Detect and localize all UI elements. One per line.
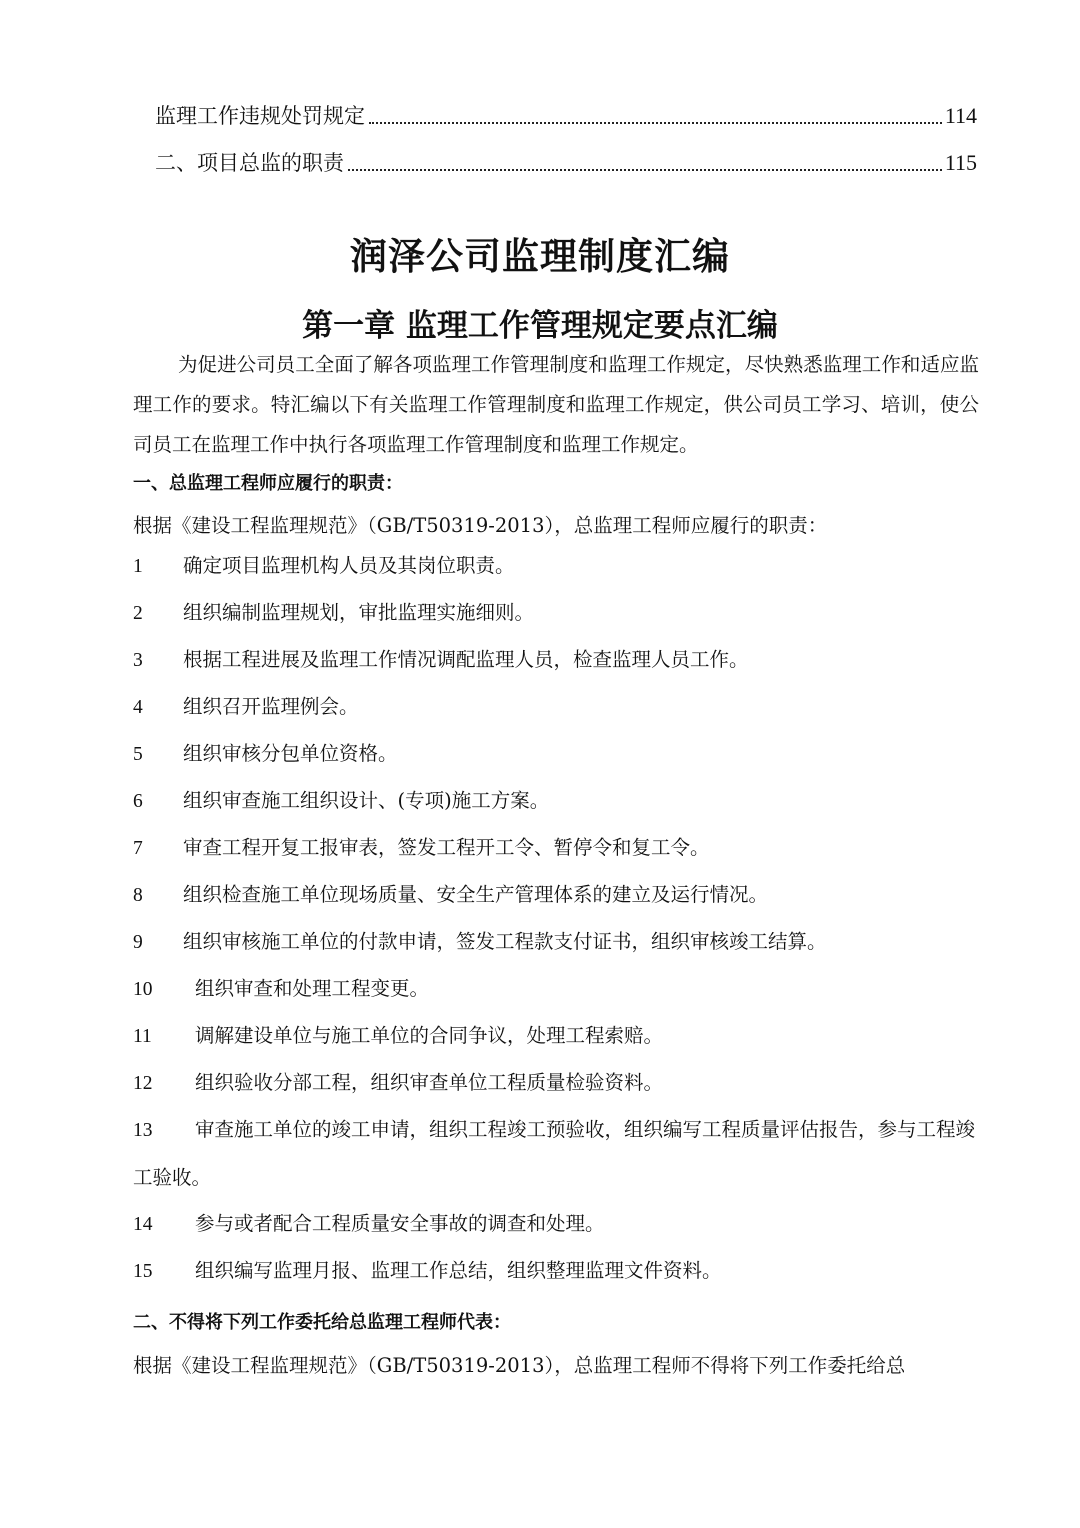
item-number: 8 <box>133 885 143 906</box>
chapter-title: 第一章 监理工作管理规定要点汇编 <box>302 308 778 344</box>
list-item <box>133 1059 979 1107</box>
item-text: 组织编制监理规划，审批监理实施细则。 <box>183 601 535 624</box>
list-item <box>133 918 979 966</box>
item-number: 2 <box>133 603 143 624</box>
toc-entry-page: 114 <box>944 103 977 128</box>
item-number: 7 <box>133 838 143 859</box>
toc-entry-1[interactable] <box>155 101 977 131</box>
item-number: 4 <box>133 697 143 718</box>
item-text: 参与或者配合工程质量安全事故的调查和处理。 <box>195 1212 605 1235</box>
list-item <box>133 730 979 778</box>
item-text: 组织审查施工组织设计、(专项)施工方案。 <box>183 789 550 812</box>
item-number: 15 <box>133 1261 153 1282</box>
list-item <box>133 1106 979 1201</box>
item-number: 9 <box>133 932 143 953</box>
list-item <box>133 1200 979 1248</box>
toc-entry-2[interactable] <box>155 148 977 178</box>
item-number: 11 <box>133 1026 152 1047</box>
list-item <box>133 1247 979 1295</box>
section-lead-1: 根据《建设工程监理规范》（GB/T50319-2013），总监理工程师应履行的职责： <box>133 514 828 537</box>
item-number: 5 <box>133 744 143 765</box>
item-number: 1 <box>133 556 143 577</box>
toc-leader-dots <box>348 168 942 171</box>
document-title: 润泽公司监理制度汇编 <box>350 235 730 278</box>
list-item <box>133 636 979 684</box>
intro-paragraph: 为促进公司员工全面了解各项监理工作管理制度和监理工作规定，尽快熟悉监理工作和适应监理工作的要求。特汇编以下有关监理工作管理制度和监理工作规定，供公司员工学习、培训，使公司员工在监理工作中执行各项监理工作管理制度和监理工作规定。 <box>133 353 979 456</box>
item-number: 6 <box>133 791 143 812</box>
list-item <box>133 683 979 731</box>
item-number: 12 <box>133 1073 153 1094</box>
list-item <box>133 1012 979 1060</box>
item-text: 组织检查施工单位现场质量、安全生产管理体系的建立及运行情况。 <box>183 883 769 906</box>
toc-entry-title: 二、项目总监的职责 <box>155 151 344 175</box>
item-text: 组织召开监理例会。 <box>183 695 359 718</box>
section-lead-2: 根据《建设工程监理规范》（GB/T50319-2013），总监理工程师不得将下列工作委托给总 <box>133 1354 906 1377</box>
item-number: 10 <box>133 979 153 1000</box>
item-text: 根据工程进展及监理工作情况调配监理人员，检查监理人员工作。 <box>183 648 749 671</box>
list-item <box>133 589 979 637</box>
item-text: 组织审核分包单位资格。 <box>183 742 398 765</box>
list-item <box>133 871 979 919</box>
item-text: 组织审查和处理工程变更。 <box>195 977 430 1000</box>
item-text: 确定项目监理机构人员及其岗位职责。 <box>183 554 515 577</box>
toc-entry-page: 115 <box>944 150 977 175</box>
section-heading-2: 二、不得将下列工作委托给总监理工程师代表： <box>133 1312 511 1333</box>
list-item <box>133 777 979 825</box>
item-text: 审查工程开复工报审表，签发工程开工令、暂停令和复工令。 <box>183 836 710 859</box>
item-number: 3 <box>133 650 143 671</box>
toc-entry-title: 监理工作违规处罚规定 <box>155 104 365 128</box>
list-item <box>133 824 979 872</box>
section-heading-1: 一、总监理工程师应履行的职责： <box>133 473 403 494</box>
item-text: 组织审核施工单位的付款申请，签发工程款支付证书，组织审核竣工结算。 <box>183 930 827 953</box>
item-number: 13 <box>133 1120 153 1141</box>
item-text: 调解建设单位与施工单位的合同争议，处理工程索赔。 <box>195 1024 664 1047</box>
item-text: 审查施工单位的竣工申请，组织工程竣工预验收，组织编写工程质量评估报告，参与工程竣工验收。 <box>133 1118 976 1189</box>
toc-leader-dots <box>369 121 942 124</box>
item-text: 组织验收分部工程，组织审查单位工程质量检验资料。 <box>195 1071 664 1094</box>
list-item <box>133 542 979 590</box>
item-text: 组织编写监理月报、监理工作总结，组织整理监理文件资料。 <box>195 1259 722 1282</box>
list-item <box>133 965 979 1013</box>
item-number: 14 <box>133 1214 153 1235</box>
